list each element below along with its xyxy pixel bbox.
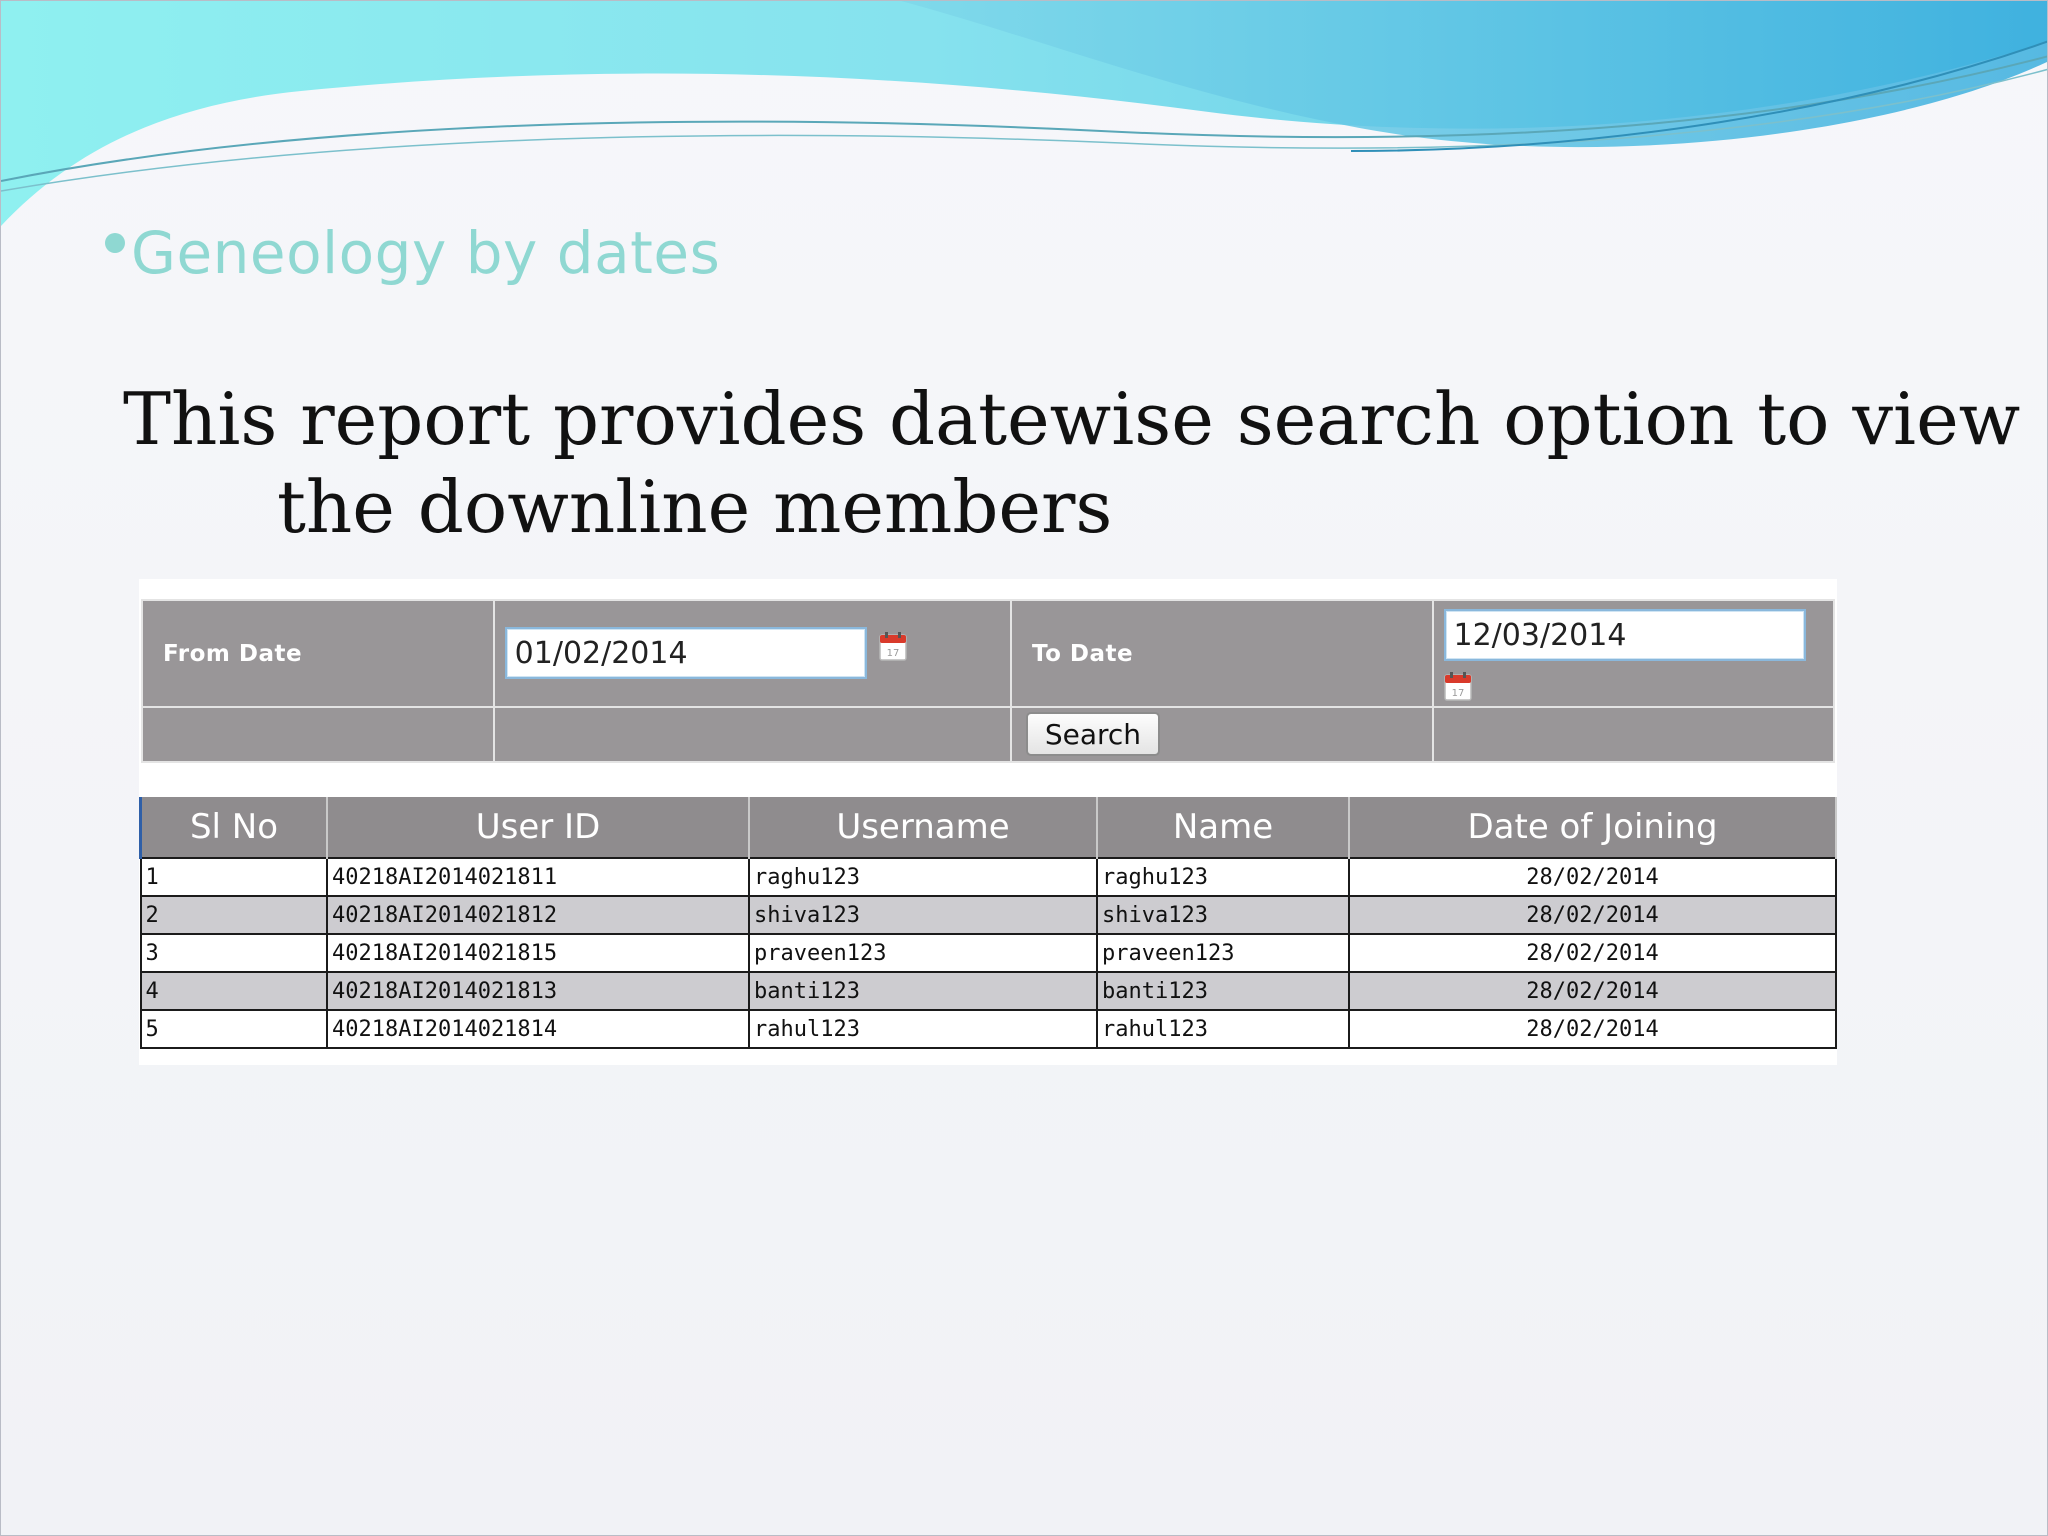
from-date-label-cell — [142, 600, 494, 707]
cell-name: banti123 — [1097, 972, 1349, 1010]
from-date-calendar-icon-text: 17 — [886, 648, 900, 659]
table-row — [141, 1010, 1837, 1048]
from-date-calendar-icon[interactable] — [879, 631, 907, 661]
cell-sl-no: 1 — [141, 858, 328, 896]
cell-date-of-joining: 28/02/2014 — [1349, 934, 1836, 972]
cell-sl-no: 4 — [141, 972, 328, 1010]
cell-date-of-joining: 28/02/2014 — [1349, 1010, 1836, 1048]
cell-name: rahul123 — [1097, 1010, 1349, 1048]
cell-sl-no: 3 — [141, 934, 328, 972]
cell-user-id: 40218AI2014021812 — [327, 896, 749, 934]
column-header-sl-no: Sl No — [141, 797, 328, 858]
date-search-form — [141, 599, 1835, 763]
cell-date-of-joining: 28/02/2014 — [1349, 858, 1836, 896]
to-date-input[interactable] — [1444, 609, 1806, 661]
cell-date-of-joining: 28/02/2014 — [1349, 972, 1836, 1010]
column-header-name: Name — [1097, 797, 1349, 858]
cell-name: praveen123 — [1097, 934, 1349, 972]
cell-user-id: 40218AI2014021813 — [327, 972, 749, 1010]
slide-body-text: This report provides datewise search option to view the downline members — [123, 377, 2021, 549]
cell-user-id: 40218AI2014021811 — [327, 858, 749, 896]
from-date-input-cell — [494, 600, 1011, 707]
header-wave-decoration — [1, 1, 2048, 241]
cell-username: banti123 — [749, 972, 1097, 1010]
cell-name: raghu123 — [1097, 858, 1349, 896]
table-row — [141, 896, 1837, 934]
table-header-row — [141, 797, 1837, 858]
search-button[interactable]: Search — [1026, 712, 1160, 756]
cell-sl-no: 2 — [141, 896, 328, 934]
search-button-cell — [1011, 707, 1433, 762]
empty-cell — [1433, 707, 1835, 762]
cell-username: praveen123 — [749, 934, 1097, 972]
cell-user-id: 40218AI2014021815 — [327, 934, 749, 972]
report-screenshot-panel — [139, 579, 1837, 1065]
table-row — [141, 972, 1837, 1010]
to-date-label-cell — [1011, 600, 1433, 707]
cell-username: raghu123 — [749, 858, 1097, 896]
slide-bullet-title — [105, 219, 720, 287]
downline-members-table — [139, 797, 1837, 1049]
to-date-calendar-icon[interactable] — [1444, 671, 1472, 701]
from-date-input[interactable] — [505, 627, 867, 679]
column-header-username: Username — [749, 797, 1097, 858]
empty-cell — [142, 707, 494, 762]
bullet-icon — [105, 233, 125, 253]
from-date-label: From Date — [163, 640, 303, 667]
column-header-user-id: User ID — [327, 797, 749, 858]
cell-username: shiva123 — [749, 896, 1097, 934]
cell-name: shiva123 — [1097, 896, 1349, 934]
column-header-date-of-joining: Date of Joining — [1349, 797, 1836, 858]
table-row — [141, 934, 1837, 972]
to-date-calendar-icon-text: 17 — [1451, 688, 1464, 699]
bullet-title-text: Geneology by dates — [131, 219, 721, 287]
table-row — [141, 858, 1837, 896]
cell-user-id: 40218AI2014021814 — [327, 1010, 749, 1048]
to-date-input-cell — [1433, 600, 1835, 707]
empty-cell — [494, 707, 1011, 762]
cell-username: rahul123 — [749, 1010, 1097, 1048]
cell-sl-no: 5 — [141, 1010, 328, 1048]
cell-date-of-joining: 28/02/2014 — [1349, 896, 1836, 934]
to-date-label: To Date — [1031, 640, 1134, 667]
